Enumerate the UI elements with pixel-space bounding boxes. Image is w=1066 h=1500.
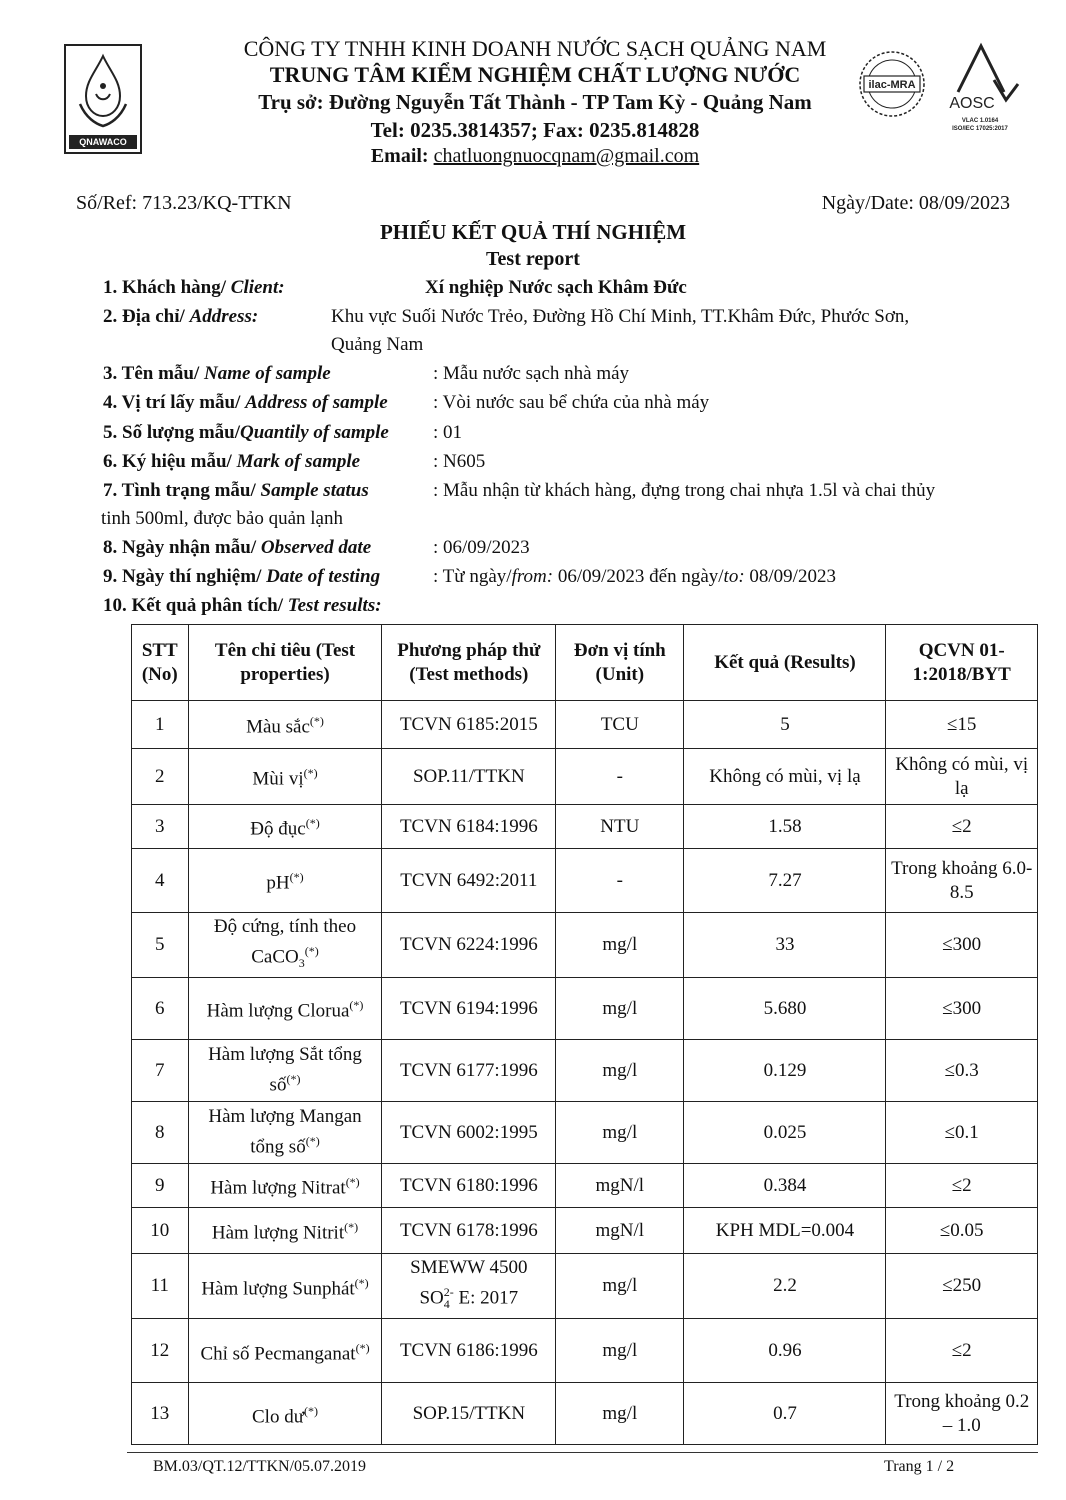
footer-divider: [127, 1452, 1038, 1453]
header-standard: QCVN 01-1:2018/BYT: [886, 625, 1038, 701]
testing-to-date: 08/09/2023: [744, 566, 836, 587]
cell-result: 0.129: [684, 1040, 886, 1102]
table-header-row: [132, 625, 1038, 701]
sample-name-label: 3. Tên mẫu/: [103, 363, 205, 384]
table-row: [132, 1319, 1038, 1383]
received-row: [103, 534, 371, 562]
cell-property: [188, 1040, 382, 1102]
header-unit: Đơn vị tính (Unit): [556, 625, 684, 701]
mark-label: 6. Ký hiệu mẫu/: [103, 451, 237, 472]
cell-property: [188, 1254, 382, 1319]
cell-standard: ≤2: [886, 1164, 1038, 1208]
table-row: [132, 1164, 1038, 1208]
client-row: [103, 274, 285, 302]
client-label-en: Client:: [230, 277, 285, 298]
accredited-mark: (*): [345, 1175, 360, 1190]
received-value: : 06/09/2023: [433, 537, 530, 558]
cell-unit: mg/l: [556, 1319, 684, 1383]
cell-method: SOP.11/TTKN: [382, 749, 556, 805]
received-label: 8. Ngày nhận mẫu/: [103, 537, 261, 558]
ilac-mra-icon: [856, 44, 928, 128]
header-result: Kết quả (Results): [684, 625, 886, 701]
mark-label-en: Mark of sample: [236, 451, 361, 472]
cell-standard: ≤300: [886, 913, 1038, 978]
accredited-mark: (*): [354, 1276, 369, 1291]
accredited-mark: (*): [304, 1403, 318, 1418]
aosc-triangle-icon: [936, 40, 1026, 136]
property-name: Độ cứng, tính theo CaCO: [213, 916, 357, 968]
cell-unit: mg/l: [556, 913, 684, 978]
header-method: Phương pháp thử (Test methods): [382, 625, 556, 701]
address-value-2: Quảng Nam: [331, 334, 424, 355]
address-label-en: Address:: [189, 306, 259, 327]
cell-no: 5: [132, 913, 189, 978]
cell-method: TCVN 6180:1996: [382, 1164, 556, 1208]
cell-standard: ≤2: [886, 805, 1038, 849]
cell-result: 33: [684, 913, 886, 978]
cell-method: [382, 1254, 556, 1319]
accredited-mark: (*): [355, 1340, 370, 1355]
cell-result: Không có mùi, vị lạ: [684, 749, 886, 805]
status-label-en: Sample status: [260, 480, 369, 501]
accredited-mark: (*): [305, 816, 320, 831]
testing-label-en: Date of testing: [266, 566, 381, 587]
cell-method: TCVN 6002:1995: [382, 1102, 556, 1164]
aosc-logo-text: AOSC: [949, 95, 995, 112]
cell-unit: mg/l: [556, 1102, 684, 1164]
cell-standard: ≤0.1: [886, 1102, 1038, 1164]
cell-unit: -: [556, 849, 684, 913]
table-row: [132, 978, 1038, 1040]
sample-location-label-en: Address of sample: [245, 392, 388, 413]
received-label-en: Observed date: [260, 537, 372, 558]
testing-row: [103, 563, 380, 591]
results-row: [103, 592, 382, 620]
cell-method: TCVN 6185:2015: [382, 701, 556, 749]
method-suffix: E: 2017: [453, 1287, 519, 1309]
page-number: Trang 1 / 2: [884, 1458, 955, 1475]
cell-property: [188, 701, 382, 749]
cell-standard: ≤250: [886, 1254, 1038, 1319]
center-name: TRUNG TÂM KIỂM NGHIỆM CHẤT LƯỢNG NƯỚC: [269, 62, 801, 87]
address-value-1: Khu vực Suối Nước Trẻo, Đường Hồ Chí Minh, TT.Khâm Đức, Phước Sơn,: [331, 306, 910, 327]
cell-method: TCVN 6194:1996: [382, 978, 556, 1040]
sample-location-value: : Vòi nước sau bể chứa của nhà máy: [433, 392, 710, 413]
email-label: Email:: [370, 145, 434, 167]
aosc-logo: [936, 40, 1026, 136]
mark-row: [103, 448, 360, 476]
cell-unit: NTU: [556, 805, 684, 849]
cell-no: 1: [132, 701, 189, 749]
cell-result: 5: [684, 701, 886, 749]
table-row: [132, 749, 1038, 805]
cell-unit: mg/l: [556, 1383, 684, 1445]
property-name: Hàm lượng Mangan tổng số: [208, 1106, 362, 1158]
cell-no: 10: [132, 1208, 189, 1254]
cell-unit: mg/l: [556, 1040, 684, 1102]
method-subscript: 4: [443, 1297, 450, 1312]
table-row: [132, 805, 1038, 849]
table-row: [132, 1040, 1038, 1102]
cell-no: 4: [132, 849, 189, 913]
cell-result: 0.384: [684, 1164, 886, 1208]
table-row: [132, 913, 1038, 978]
results-table: [131, 624, 1038, 1445]
testing-from-label: : Từ ngày/: [433, 566, 512, 587]
report-date: Ngày/Date: 08/09/2023: [821, 192, 1010, 214]
cell-result: 5.680: [684, 978, 886, 1040]
aosc-logo-sub1: VLAC 1.0164: [961, 118, 999, 124]
cell-result: 0.025: [684, 1102, 886, 1164]
property-name: Hàm lượng Sunphát: [201, 1278, 355, 1300]
accredited-mark: (*): [303, 766, 318, 781]
sample-name-value: : Mẫu nước sạch nhà máy: [433, 363, 630, 384]
quantity-row: [103, 419, 389, 447]
cell-unit: mg/l: [556, 1254, 684, 1319]
table-body: [132, 701, 1038, 1445]
center-address: Trụ sở: Đường Nguyễn Tất Thành - TP Tam Kỳ - Quảng Nam: [258, 90, 812, 114]
cell-no: 3: [132, 805, 189, 849]
cell-property: [188, 1319, 382, 1383]
sample-name-label-en: Name of sample: [204, 363, 331, 384]
testing-label: 9. Ngày thí nghiệm/: [103, 566, 267, 587]
cell-method: TCVN 6178:1996: [382, 1208, 556, 1254]
email-link[interactable]: chatluongnuocqnam@gmail.com: [433, 145, 700, 167]
cell-result: 7.27: [684, 849, 886, 913]
cell-standard: ≤0.3: [886, 1040, 1038, 1102]
cell-method: TCVN 6492:2011: [382, 849, 556, 913]
aosc-logo-sub2: ISO/IEC 17025:2017: [952, 126, 1008, 132]
table-row: [132, 1208, 1038, 1254]
property-name: Hàm lượng Nitrat: [210, 1177, 346, 1199]
property-name: pH: [266, 872, 290, 894]
method-line-2: [386, 1280, 551, 1316]
testing-from-date: 06/09/2023 đến ngày/: [553, 566, 724, 587]
cell-no: 7: [132, 1040, 189, 1102]
table-row: [132, 1383, 1038, 1445]
property-name: Chỉ số Pecmanganat: [200, 1342, 356, 1364]
company-logo: [64, 44, 142, 154]
property-name: Hàm lượng Clorua: [206, 1000, 350, 1022]
cell-method: TCVN 6186:1996: [382, 1319, 556, 1383]
report-subtitle: Test report: [486, 248, 580, 270]
cell-method: TCVN 6184:1996: [382, 805, 556, 849]
cell-no: 8: [132, 1102, 189, 1164]
cell-no: 12: [132, 1319, 189, 1383]
cell-method: TCVN 6224:1996: [382, 913, 556, 978]
results-label: 10. Kết quả phân tích/: [103, 595, 288, 616]
quantity-value: : 01: [433, 422, 463, 443]
mark-value: : N605: [433, 451, 486, 472]
cell-unit: -: [556, 749, 684, 805]
sample-info: [103, 274, 1013, 619]
form-code: BM.03/QT.12/TTKN/05.07.2019: [153, 1458, 367, 1475]
report-title: PHIẾU KẾT QUẢ THÍ NGHIỆM: [379, 220, 687, 244]
property-subscript: 3: [298, 956, 305, 971]
table-row: [132, 1102, 1038, 1164]
cell-standard: Trong khoảng 6.0-8.5: [886, 849, 1038, 913]
cell-property: [188, 849, 382, 913]
logo-left-label: QNAWACO: [69, 135, 137, 149]
testing-from-label-en: from:: [511, 566, 554, 587]
cell-standard: ≤0.05: [886, 1208, 1038, 1254]
status-value: : Mẫu nhận từ khách hàng, đựng trong chai nhựa 1.5l và chai thủy: [433, 480, 936, 501]
accredited-mark: (*): [344, 1220, 359, 1235]
sample-name-row: [103, 360, 331, 388]
cell-no: 6: [132, 978, 189, 1040]
quantity-label: 5. Số lượng mẫu/: [103, 422, 241, 443]
company-name: CÔNG TY TNHH KINH DOANH NƯỚC SẠCH QUẢNG NAM: [243, 36, 827, 61]
results-label-en: Test results:: [287, 595, 382, 616]
cell-standard: ≤15: [886, 701, 1038, 749]
property-name: Mùi vị: [252, 768, 304, 790]
cell-standard: Trong khoảng 0.2 – 1.0: [886, 1383, 1038, 1445]
table-row: [132, 1254, 1038, 1319]
cell-standard: Không có mùi, vị lạ: [886, 749, 1038, 805]
sample-location-row: [103, 389, 388, 417]
cell-unit: TCU: [556, 701, 684, 749]
cell-property: [188, 1164, 382, 1208]
cell-result: 0.7: [684, 1383, 886, 1445]
property-name: Clo dư: [252, 1405, 304, 1427]
cell-method: TCVN 6177:1996: [382, 1040, 556, 1102]
cell-result: 2.2: [684, 1254, 886, 1319]
accredited-mark: (*): [309, 714, 324, 729]
cell-property: [188, 805, 382, 849]
status-row: [103, 477, 369, 505]
ilac-logo-text: ilac-MRA: [868, 79, 916, 91]
cell-property: [188, 1208, 382, 1254]
quantity-label-en: Quantily of sample: [240, 422, 389, 443]
cell-result: KPH MDL=0.004: [684, 1208, 886, 1254]
cell-property: [188, 749, 382, 805]
property-name: Độ đục: [250, 818, 306, 840]
testing-to-label-en: to:: [723, 566, 745, 587]
client-label: 1. Khách hàng/: [103, 277, 231, 298]
cell-property: [188, 1383, 382, 1445]
sample-location-label: 4. Vị trí lấy mẫu/: [103, 392, 246, 413]
cell-property: [188, 1102, 382, 1164]
accredited-mark: (*): [304, 944, 319, 958]
water-drop-logo-icon: [66, 46, 140, 138]
cell-result: 1.58: [684, 805, 886, 849]
accredited-mark: (*): [305, 1134, 320, 1149]
center-email: [150, 145, 920, 168]
cell-result: 0.96: [684, 1319, 886, 1383]
cell-standard: ≤2: [886, 1319, 1038, 1383]
header-stt: STT (No): [132, 625, 189, 701]
table-row: [132, 849, 1038, 913]
status-label: 7. Tình trạng mẫu/: [103, 480, 261, 501]
method-formula: SO: [419, 1287, 444, 1309]
client-value: Xí nghiệp Nước sạch Khâm Đức: [425, 277, 687, 298]
cell-no: 13: [132, 1383, 189, 1445]
testing-value: [433, 563, 836, 591]
cell-property: [188, 913, 382, 978]
header-property: Tên chỉ tiêu (Test properties): [188, 625, 382, 701]
address-label: 2. Địa chỉ/: [103, 306, 190, 327]
cell-unit: mgN/l: [556, 1164, 684, 1208]
center-tel: Tel: 0235.3814357; Fax: 0235.814828: [370, 118, 700, 142]
address-row: [103, 303, 258, 331]
accredited-mark: (*): [349, 998, 364, 1013]
accredited-mark: (*): [286, 1072, 301, 1087]
cell-unit: mg/l: [556, 978, 684, 1040]
ilac-mra-logo: [856, 44, 928, 128]
method-line-1: SMEWW 4500: [410, 1257, 528, 1279]
property-name: Màu sắc: [246, 716, 310, 738]
status-value-2: tinh 500ml, được bảo quản lạnh: [101, 508, 343, 529]
cell-no: 11: [132, 1254, 189, 1319]
method-superscript: 2-: [443, 1285, 454, 1300]
table-row: [132, 701, 1038, 749]
cell-property: [188, 978, 382, 1040]
cell-method: SOP.15/TTKN: [382, 1383, 556, 1445]
cell-unit: mgN/l: [556, 1208, 684, 1254]
accredited-mark: (*): [289, 870, 304, 885]
cell-standard: ≤300: [886, 978, 1038, 1040]
property-name: Hàm lượng Nitrit: [211, 1222, 345, 1244]
reference-number: Số/Ref: 713.23/KQ-TTKN: [76, 192, 292, 214]
property-name: Hàm lượng Sắt tổng số: [208, 1044, 362, 1096]
cell-no: 2: [132, 749, 189, 805]
cell-no: 9: [132, 1164, 189, 1208]
